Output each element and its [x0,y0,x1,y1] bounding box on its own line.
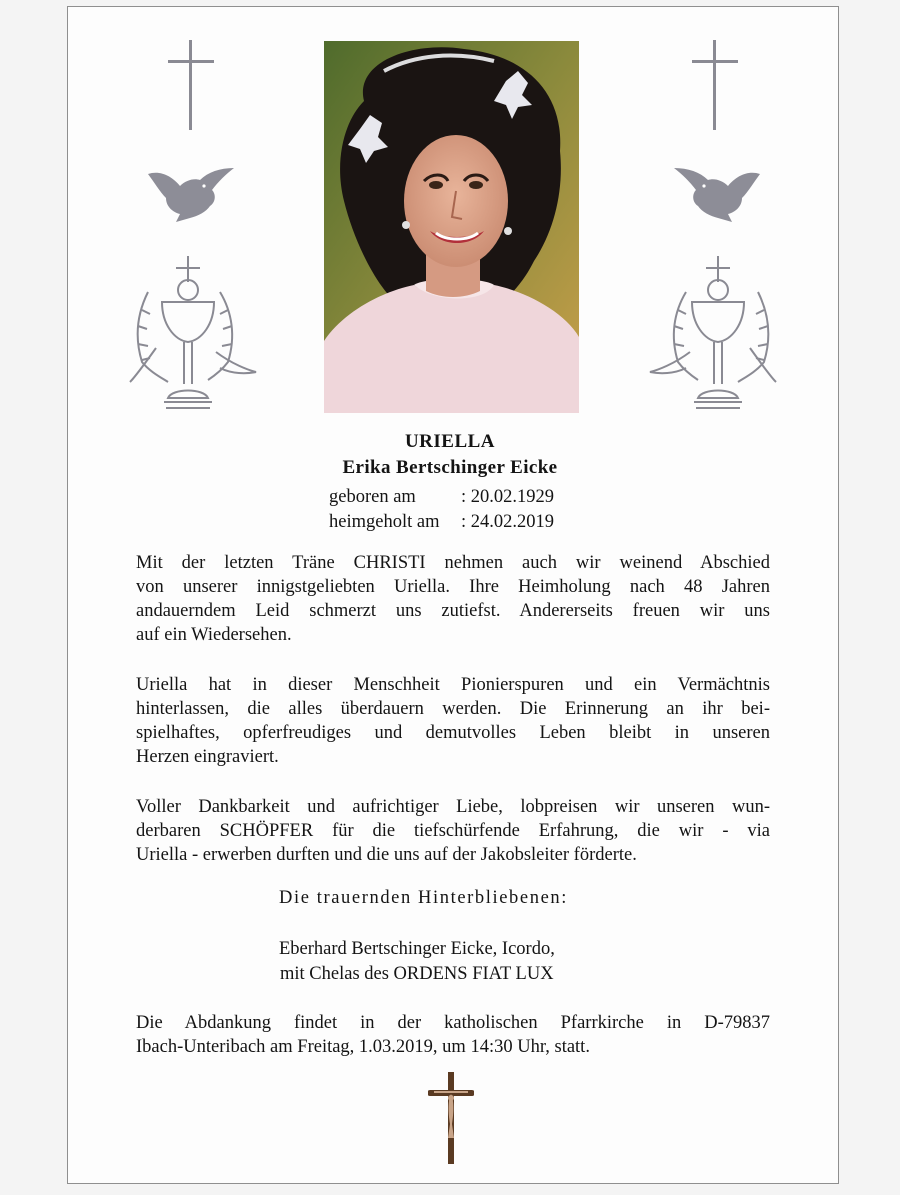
family-signature [279,937,555,987]
text-line: auf ein Wiedersehen. [136,625,292,645]
chalice-icon-left [128,252,260,414]
text-line: derbaren SCHÖPFER für die tiefschürfende Erfahrung, die wir - via [136,821,770,841]
birth-date-label: geboren am [329,487,416,507]
text-line: Herzen eingraviert. [136,747,279,767]
cross-icon-right [692,40,738,132]
text-line: Voller Dankbarkeit und aufrichtiger Liebe, lobpreisen wir unseren wun- [136,797,770,817]
cross-icon-left [168,40,214,132]
crucifix-icon [428,1072,474,1164]
text-line: Uriella - erwerben durften und die uns auf der Jakobsleiter förderte. [136,845,637,865]
paragraph-legacy [136,673,770,769]
portrait-photo [324,41,579,413]
chalice-icon-right [646,252,778,414]
name-title: URIELLA [404,431,496,452]
full-name: Erika Bertschinger Eicke [342,457,558,478]
text-line: hinterlassen, die alles überdauern werden. Die Erinnerung an ihr bei- [136,699,770,719]
text-line: Mit der letzten Träne CHRISTI nehmen auch wir weinend Abschied [136,553,770,573]
text-line: von unserer innigstgeliebten Uriella. Ihre Heimholung nach 48 Jahren [136,577,770,597]
death-date-row [329,510,554,535]
service-notice [136,1011,770,1059]
text-line: Ibach-Unteribach am Freitag, 1.03.2019, um 14:30 Uhr, statt. [136,1037,590,1057]
dove-icon-right [672,166,762,224]
family-line: mit Chelas des ORDENS FIAT LUX [280,964,554,984]
dove-icon-left [146,166,236,224]
text-line: Uriella hat in dieser Menschheit Pionierspuren und ein Vermächtnis [136,675,770,695]
birth-date-row [329,485,554,510]
family-line: Eberhard Bertschinger Eicke, Icordo, [279,939,555,959]
paragraph-gratitude [136,795,770,867]
text-line: andauerndem Leid schmerzt uns zutiefst. Andererseits freuen wir uns [136,601,770,621]
text-line: Die Abdankung findet in der katholischen Pfarrkirche in D-79837 [136,1013,770,1033]
birth-date-value: : 20.02.1929 [461,487,555,507]
life-dates [329,485,554,535]
text-line: spielhaftes, opferfreudiges und demutvolles Leben bleibt in unseren [136,723,770,743]
death-date-label: heimgeholt am [329,512,440,532]
death-date-value: : 24.02.2019 [461,512,555,532]
mourners-heading: Die trauernden Hinterbliebenen: [279,888,568,908]
paragraph-farewell [136,551,770,647]
